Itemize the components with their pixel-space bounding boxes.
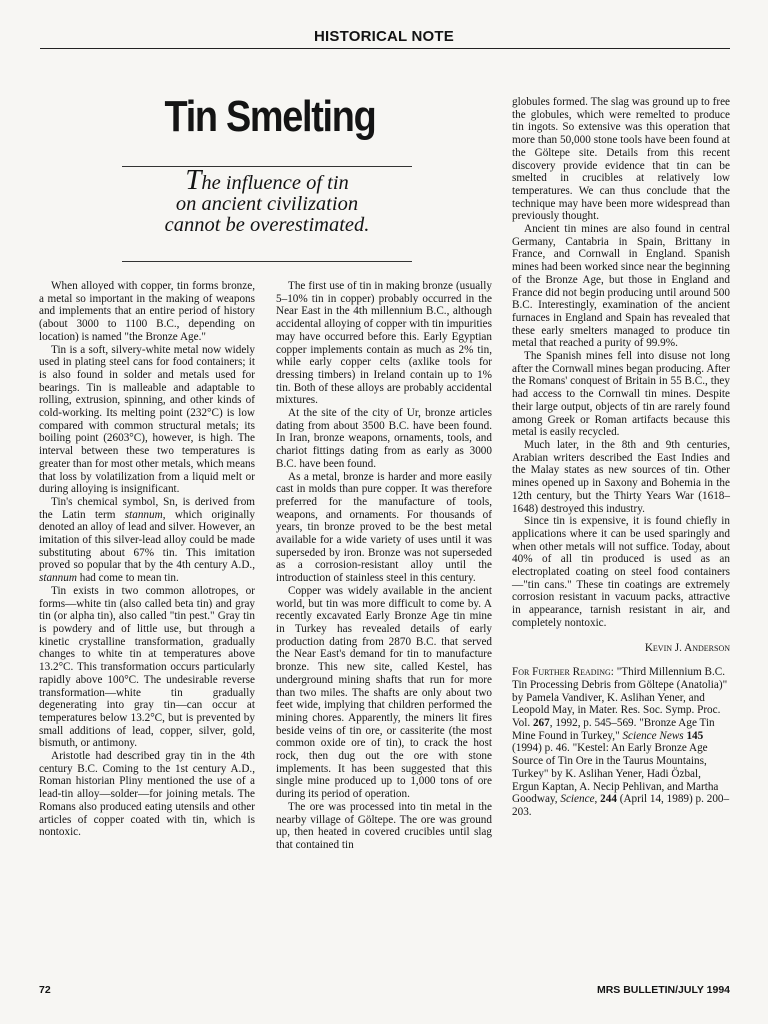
volume-number: 267 <box>532 717 550 730</box>
deck-line-2: on ancient civilization <box>175 193 359 215</box>
column-3 <box>512 96 730 819</box>
paragraph: Much later, in the 8th and 9th centuries, Arabian writers described the East Indies and the Malay states as new sources of tin. Other mines opened up in Saxony and Bohemia in the 12th century, but the Thirty Years War (1618–1648) destroyed this industry. <box>512 438 730 515</box>
volume-number: 145 <box>686 729 704 742</box>
section-label: HISTORICAL NOTE <box>314 28 454 45</box>
text-run: Tin's chemical symbol, Sn, is derived from the Latin term <box>39 495 255 521</box>
text-run: had come to mean tin. <box>76 572 179 585</box>
deck-line-1 <box>122 164 412 196</box>
paragraph: At the site of the city of Ur, bronze articles dating from about 3500 B.C. have been found. In Iran, bronze weapons, ornaments, tools, and chariot fittings dating from as early as 3000 B.C. have been found. <box>276 407 492 470</box>
paragraph <box>39 496 255 585</box>
paragraph: Aristotle had described gray tin in the 4th century B.C. Coming to the 1st century A.D., Roman historian Pliny mentioned the use of a lead-tin alloy—solder—for joining metals. The Romans also produced eating utensils and other articles of copper coated with tin, which is nontoxic. <box>39 750 255 839</box>
paragraph: The Spanish mines fell into disuse not long after the Cornwall mines began producing. After the Romans' conquest of Britain in 55 B.C., they had access to the Cornwall tin mines. Despite their large output, objects of tin are rarely found among Greek or Roman artifacts because this metal is easily recycled. <box>512 350 730 439</box>
paragraph: As a metal, bronze is harder and more easily cast in molds than pure copper. It was therefore preferred for the manufacture of tools, weapons, and ornaments. For thousands of years, tin bronze proved to be the best metal available for a wide variety of uses until it was superseded by iron. Bronze was not superseded as a corrosion-resistant alloy until the introduction of stainless steel in this century. <box>276 470 492 585</box>
latin-term: stannum <box>124 508 163 521</box>
paragraph: When alloyed with copper, tin forms bronze, a metal so important in the making of weapons and implements that an entire period of history (about 3000 to 1100 B.C., depending on location) is named "the Bronze Age." <box>39 280 255 343</box>
paragraph: The first use of tin in making bronze (usually 5–10% tin in copper) probably occurred in the Near East in the 4th millennium B.C., although accidental alloying of copper with tin impurities may have occurred before this. Early Egyptian copper implements contain as much as 2% tin, while early copper celts (axlike tools for dressing timbers) in Ireland contain up to 1% tin. Both of these alloys are probably accidental mixtures. <box>276 280 492 407</box>
paragraph: Since tin is expensive, it is found chiefly in applications where it can be used sparingly and when other metals will not suffice. Today, about 40% of all tin produced is used as an electroplated coating on steel food containers—"tin cans." These tin coatings are extremely corrosion resistant in vacuum packs, attractive in appearance, tarnish resistant in air, and completely nontoxic. <box>512 515 730 629</box>
journal-issue: MRS BULLETIN/JULY 1994 <box>596 984 730 996</box>
deck-line-3: cannot be overestimated. <box>164 214 370 236</box>
text-run: "Third Millennium B.C. Tin Processing Debris from Göltepe (Anatolia)" by Pamela Vandiver, K. Aslihan Yener, and Leopold May, in Mater. Res. Soc. Symp. Proc. Vol. <box>512 666 728 730</box>
paragraph: The ore was processed into tin metal in the nearby village of Göltepe. The ore was ground up, then heated in covered crucibles until slag that contained tin <box>276 800 492 851</box>
paragraph: Copper was widely available in the ancient world, but tin was more difficult to come by. A recently excavated Early Bronze Age tin mine in Turkey has revealed details of early production dating from 2870 B.C. that served the Near East's demand for tin to manufacture bronze. This new site, called Kestel, has underground mining shafts that run for more than two miles. The shafts are only about two feet wide, implying that children performed the mining chores. Apparently, the miners lit fires beside veins of tin ore, or cassiterite (the most common oxide ore of tin), to crack the host rock, then dug out the ore with stone implements. It has been suggested that this single mine produced up to 1,000 tons of ore during its period of operation. <box>276 584 492 801</box>
text-run: , 1992, p. 545–569. "Bronze Age Tin Mine Found in Turkey," <box>512 717 715 742</box>
further-reading: For Further Reading: "Third Millennium B.C. Tin Processing Debris from Göltepe (Anatolia)" by Pamela Vandiver, K. Aslihan Yener, and Leopold May, in Mater. Res. Soc. Symp. Proc. Vol. 267, 1992, p. 545–569. "Bronze Age Tin Mine Found in Turkey," Science News 145 (1994) p. 46. "Kestel: An Early Bronze Age Source of Tin Ore in the Taurus Mountains, Turkey" by K. Aslihan Yener, Hadi Özbal, Ergun Kaptan, A. Necip Pehlivan, and Martha Goodway, Science, 244 (April 14, 1989) p. 200–203. <box>512 666 730 818</box>
volume-number: 244 <box>600 793 617 806</box>
deck-rule-bottom <box>122 261 412 262</box>
page-number: 72 <box>39 984 51 996</box>
article-deck <box>122 164 412 236</box>
paragraph: globules formed. The slag was ground up to free the globules, which were remelted to produce tin ingots. So extensive was this operation that more than 50,000 stone tools have been found at the Göltepe site. Details from this recent discovery provide evidence that tin can be smelted in crucibles at relatively low temperatures. We can thus conclude that the technique may have been more widespread than previously thought. <box>512 96 730 223</box>
deck-line-1-text: he influence of tin <box>201 172 349 194</box>
paragraph: Tin is a soft, silvery-white metal now widely used in plating steel cans for food containers; it is also found in solder and metals used for bearings. Tin is malleable and adaptable to rolling, extrusion, spinning, and other kinds of cold-working. Its melting point (232°C) is low compared with common structural metals; its boiling point (2603°C), however, is high. The interval between these two temperatures is greater than for most other metals, which means that loss by volatilization from a liquid melt or during alloying is insignificant. <box>39 343 255 496</box>
journal-name: Science <box>560 793 595 806</box>
paragraph: Tin exists in two common allotropes, or forms—white tin (also called beta tin) and gray tin (or alpha tin), also called "tin pest." Gray tin is powdery and of little use, but through a kinetic crystalline transformation, gradually changes to white tin at temperatures above 13.2°C. This transformation occurs particularly rapidly above 100°C. The undesirable reverse transformation—white tin gradually degenerating into gray tin—can occur at temperatures below 13.2°C, but is prevented by small additions of lead, copper, silver, gold, bismuth, or antimony. <box>39 584 255 750</box>
further-reading-label: For Further Reading: <box>512 666 614 679</box>
text-run: (April 14, 1989) p. 200–203. <box>512 793 730 818</box>
text-run: , which originally denoted an alloy of lead and silver. However, an imitation of this silver-lead alloy could be made substituting about 67% tin. This imitation proved so popular that by the 4th century A.D., <box>39 508 256 572</box>
deck-dropcap: T <box>185 164 202 196</box>
text-run: (1994) p. 46. "Kestel: An Early Bronze Age Source of Tin Ore in the Taurus Mountains, Turkey" by K. Aslihan Yener, Hadi Özbal, Ergun Kaptan, A. Necip Pehlivan, and Martha Goodway, <box>512 742 719 806</box>
author-byline: Kevin J. Anderson <box>644 641 730 654</box>
deck-rule-top <box>122 166 412 167</box>
article-title: Tin Smelting <box>164 92 376 141</box>
paragraph: Ancient tin mines are also found in central Germany, Cantabria in Spain, Brittany in France, and Cornwall in England. Spanish mines had been worked since near the beginning of the Bronze Age, but those in England and France did not begin producing until around 500 B.C. Interestingly, examination of the ancient furnaces in England and Spain has revealed that these early smelters managed to produce tin metal that reached a purity of 99.9%. <box>512 223 730 350</box>
header-rule <box>40 48 730 49</box>
column-2 <box>276 280 492 852</box>
latin-term: stannum <box>39 572 77 585</box>
journal-name: Science News <box>622 729 684 742</box>
column-1 <box>39 280 255 839</box>
